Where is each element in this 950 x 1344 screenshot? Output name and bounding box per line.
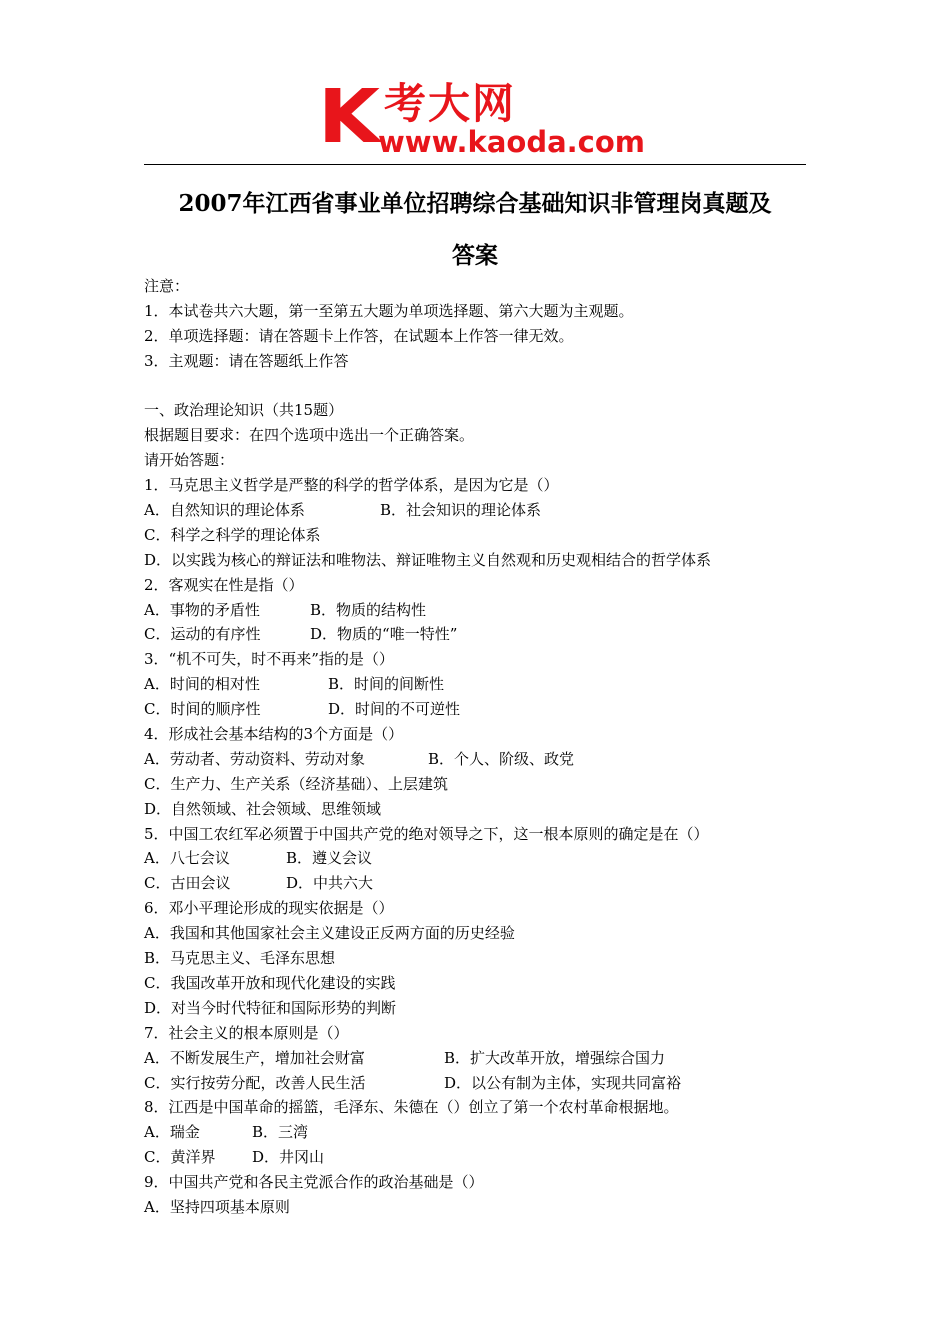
logo-k-mark: K: [318, 74, 378, 160]
document-title: [144, 178, 806, 282]
notice-item: 3．主观题：请在答题纸上作答: [144, 351, 349, 370]
option-b: B．物质的结构性: [310, 600, 427, 619]
option-a: A．自然知识的理论体系: [144, 501, 305, 520]
option-d: D．物质的“唯一特性”: [310, 625, 458, 644]
option-d: D．自然领域、社会领域、思维领域: [144, 799, 382, 818]
option-row: [144, 672, 824, 697]
option-row: [144, 871, 824, 896]
title-line-1: 2007年江西省事业单位招聘综合基础知识非管理岗真题及: [178, 190, 772, 217]
question-text: 8．江西是中国革命的摇篮，毛泽东、朱德在（）创立了第一个农村革命根据地。: [144, 1098, 679, 1117]
option-row: [144, 996, 824, 1021]
option-row: [144, 1046, 824, 1071]
option-row: [144, 1071, 824, 1096]
question-text: 6．邓小平理论形成的现实依据是（）: [144, 899, 394, 918]
option-d: D．以实践为核心的辩证法和唯物法、辩证唯物主义自然观和历史观相结合的哲学体系: [144, 550, 712, 569]
option-c: C．我国改革开放和现代化建设的实践: [144, 973, 396, 992]
option-row: [144, 1195, 824, 1220]
option-d: D．对当今时代特征和国际形势的判断: [144, 998, 397, 1017]
notice-heading: 注意：: [144, 277, 190, 295]
option-row: [144, 697, 824, 722]
option-d: D．以公有制为主体，实现共同富裕: [444, 1073, 682, 1092]
logo-url: www.kaoda.com: [378, 125, 645, 159]
option-b: B．遵义会议: [286, 849, 373, 868]
notice-item: 2．单项选择题：请在答题卡上作答，在试题本上作答一律无效。: [144, 326, 574, 345]
option-b: B．时间的间断性: [328, 675, 445, 694]
option-d: D．中共六大: [286, 874, 374, 893]
option-row: [144, 548, 824, 573]
section-start: 请开始答题：: [144, 451, 235, 470]
option-a: A．不断发展生产，增加社会财富: [144, 1048, 365, 1067]
kaoda-logo[interactable]: [318, 74, 648, 160]
option-a: A．时间的相对性: [144, 675, 260, 694]
option-row: [144, 946, 824, 971]
option-b: B．个人、阶级、政党: [428, 749, 575, 768]
option-row: [144, 1120, 824, 1145]
option-a: A．我国和其他国家社会主义建设正反两方面的历史经验: [144, 924, 515, 943]
option-c: C．实行按劳分配，改善人民生活: [144, 1073, 366, 1092]
option-a: A．瑞金: [144, 1123, 200, 1142]
option-row: [144, 971, 824, 996]
section-heading: 一、政治理论知识（共15题）: [144, 401, 344, 420]
option-c: C．科学之科学的理论体系: [144, 525, 321, 544]
question-text: 9．中国共产党和各民主党派合作的政治基础是（）: [144, 1173, 484, 1192]
logo-site-name: 考大网: [384, 79, 517, 128]
section-requirement: 根据题目要求：在四个选项中选出一个正确答案。: [144, 426, 475, 445]
option-c: C．生产力、生产关系（经济基础）、上层建筑: [144, 774, 448, 793]
question-text: 5．中国工农红军必须置于中国共产党的绝对领导之下，这一根本原则的确定是在（）: [144, 824, 709, 843]
option-c: C．时间的顺序性: [144, 700, 261, 719]
document-body: [144, 274, 824, 1220]
option-d: D．时间的不可逆性: [328, 700, 461, 719]
title-line-2: 答案: [452, 242, 498, 269]
option-row: [144, 846, 824, 871]
blank-line: [144, 374, 824, 399]
option-row: [144, 598, 824, 623]
option-a: A．坚持四项基本原则: [144, 1197, 290, 1216]
option-b: B．马克思主义、毛泽东思想: [144, 949, 336, 968]
option-row: [144, 622, 824, 647]
option-row: [144, 921, 824, 946]
option-a: A．八七会议: [144, 849, 230, 868]
option-b: B．三湾: [252, 1123, 309, 1142]
option-b: B．社会知识的理论体系: [380, 501, 542, 520]
option-c: C．黄洋界: [144, 1148, 216, 1167]
notice-item: 1．本试卷共六大题，第一至第五大题为单项选择题、第六大题为主观题。: [144, 301, 634, 320]
option-a: A．劳动者、劳动资料、劳动对象: [144, 749, 365, 768]
question-text: 1．马克思主义哲学是严整的科学的哲学体系，是因为它是（）: [144, 476, 559, 495]
question-text: 4．形成社会基本结构的3个方面是（）: [144, 725, 404, 744]
option-row: [144, 772, 824, 797]
question-text: 7．社会主义的根本原则是（）: [144, 1023, 349, 1042]
option-c: C．运动的有序性: [144, 625, 261, 644]
option-c: C．古田会议: [144, 874, 231, 893]
option-row: [144, 1145, 824, 1170]
question-text: 3．“机不可失，时不再来”指的是（）: [144, 650, 394, 669]
option-d: D．井冈山: [252, 1148, 325, 1167]
header-divider: [144, 164, 806, 165]
question-text: 2．客观实在性是指（）: [144, 575, 304, 594]
option-b: B．扩大改革开放，增强综合国力: [444, 1048, 666, 1067]
option-row: [144, 498, 824, 523]
option-a: A．事物的矛盾性: [144, 600, 260, 619]
option-row: [144, 523, 824, 548]
option-row: [144, 797, 824, 822]
option-row: [144, 747, 824, 772]
